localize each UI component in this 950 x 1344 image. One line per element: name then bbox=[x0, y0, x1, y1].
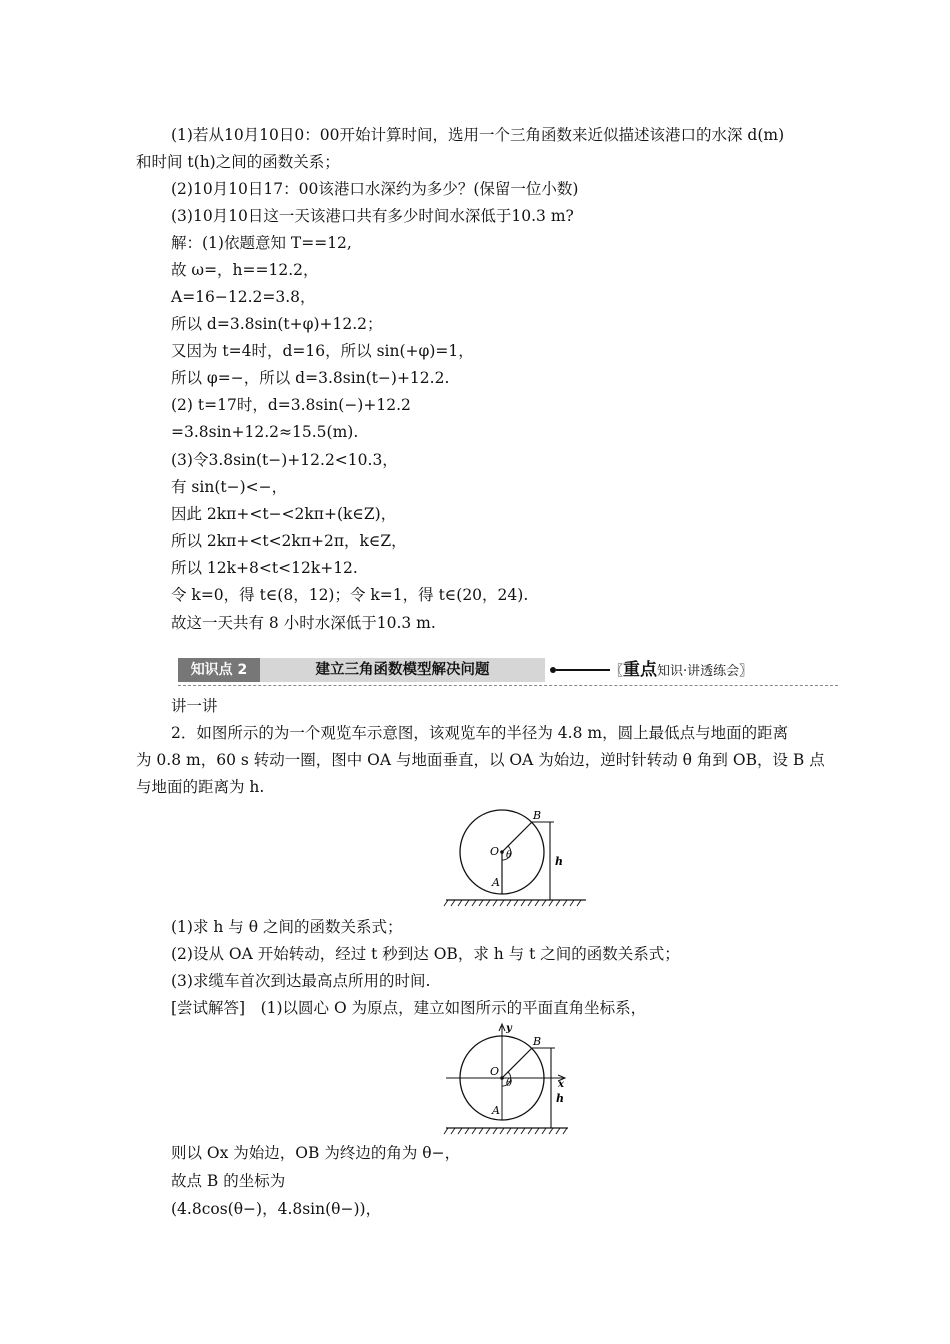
section-tag-label bbox=[610, 658, 752, 682]
question-3: (3)10月10日这一天该港口共有多少时间水深低于10.3 m? bbox=[171, 207, 574, 225]
solution-line: 有 sin(t−)<−， bbox=[171, 478, 288, 496]
section-title: 建立三角函数模型解决问题 bbox=[260, 658, 545, 682]
center-point bbox=[500, 850, 504, 854]
center-point bbox=[500, 1076, 504, 1080]
connector-line bbox=[556, 669, 610, 671]
solution-line: (2) t=17时，d=3.8sin(−)+12.2 bbox=[171, 396, 411, 414]
radius-ob bbox=[502, 1048, 532, 1078]
problem-2-question-1: (1)求 h 与 θ 之间的函数关系式； bbox=[171, 918, 403, 936]
after-figure-line1: 则以 Ox 为始边，OB 为终边的角为 θ−， bbox=[171, 1144, 461, 1162]
tag-prefix: 〖 bbox=[610, 664, 624, 679]
problem-2-line2: 为 0.8 m，60 s 转动一圈，图中 OA 与地面垂直，以 OA 为始边，逆时针转动 θ 角到 OB，设 B 点 bbox=[136, 751, 825, 769]
problem-2-question-3: (3)求缆车首次到达最高点所用的时间. bbox=[171, 972, 431, 990]
label-h: h bbox=[555, 855, 563, 868]
solution-line: 故这一天共有 8 小时水深低于10.3 m. bbox=[171, 614, 436, 632]
label-y: y bbox=[506, 1023, 512, 1034]
after-figure-line3: (4.8cos(θ−)，4.8sin(θ−))， bbox=[171, 1200, 382, 1218]
solution-line: 所以 d=3.8sin(t+φ)+12.2； bbox=[171, 315, 383, 333]
label-b: B bbox=[533, 809, 542, 822]
label-h: h bbox=[556, 1092, 564, 1105]
solution-line: (3)令3.8sin(t−)+12.2<10.3， bbox=[171, 451, 398, 469]
ground-hatching bbox=[444, 1128, 567, 1134]
ferris-wheel-figure bbox=[440, 806, 590, 912]
problem-2-line1: 2．如图所示的为一个观览车示意图，该观览车的半径为 4.8 m，圆上最低点与地面的距离 bbox=[171, 724, 789, 742]
attempt-line: [尝试解答] (1)以圆心 O 为原点，建立如图所示的平面直角坐标系， bbox=[171, 999, 647, 1017]
label-b: B bbox=[533, 1035, 542, 1048]
section-header bbox=[178, 656, 838, 686]
question-1-line1: (1)若从10月10日0：00开始计算时间，选用一个三角函数来近似描述该港口的水深 d(m) bbox=[171, 126, 785, 144]
solution-line: 所以 12k+8<t<12k+12. bbox=[171, 559, 358, 577]
section-subheading: 讲一讲 bbox=[171, 697, 218, 715]
label-theta: θ bbox=[506, 1078, 513, 1089]
label-a: A bbox=[492, 1104, 500, 1117]
coordinate-figure bbox=[440, 1022, 580, 1140]
label-x: x bbox=[558, 1079, 564, 1090]
question-1-line2: 和时间 t(h)之间的函数关系； bbox=[136, 153, 340, 171]
dashed-divider bbox=[178, 685, 838, 686]
solution-line: =3.8sin+12.2≈15.5(m). bbox=[171, 423, 359, 441]
radius-ob bbox=[502, 822, 532, 852]
problem-2-line3: 与地面的距离为 h. bbox=[136, 778, 265, 796]
label-o: O bbox=[490, 845, 500, 858]
after-figure-line2: 故点 B 的坐标为 bbox=[171, 1172, 286, 1190]
label-theta: θ bbox=[506, 850, 513, 861]
solution-line: 又因为 t=4时，d=16，所以 sin(+φ)=1， bbox=[171, 342, 474, 360]
solution-line: 解：(1)依题意知 T==12, bbox=[171, 234, 352, 252]
solution-line: A=16−12.2=3.8， bbox=[171, 288, 316, 306]
tag-bold: 重点 bbox=[623, 660, 658, 680]
solution-line: 所以 2kπ+<t<2kπ+2π，k∈Z， bbox=[171, 532, 407, 550]
solution-line: 所以 φ=−，所以 d=3.8sin(t−)+12.2. bbox=[171, 369, 450, 387]
solution-line: 故 ω=，h==12.2， bbox=[171, 261, 319, 279]
section-badge: 知识点 2 bbox=[178, 658, 260, 682]
problem-2-question-2: (2)设从 OA 开始转动，经过 t 秒到达 OB，求 h 与 t 之间的函数关系式； bbox=[171, 945, 680, 963]
section-tag bbox=[550, 658, 838, 682]
tag-rest: 知识·讲透练会〗 bbox=[657, 664, 753, 679]
question-2: (2)10月10日17：00该港口水深约为多少？(保留一位小数) bbox=[171, 180, 579, 198]
solution-line: 因此 2kπ+<t−<2kπ+(k∈Z)， bbox=[171, 505, 397, 523]
ground-hatching bbox=[444, 900, 581, 906]
label-o: O bbox=[490, 1065, 500, 1078]
label-a: A bbox=[492, 876, 500, 889]
solution-line: 令 k=0，得 t∈(8，12)；令 k=1，得 t∈(20，24). bbox=[171, 586, 529, 604]
